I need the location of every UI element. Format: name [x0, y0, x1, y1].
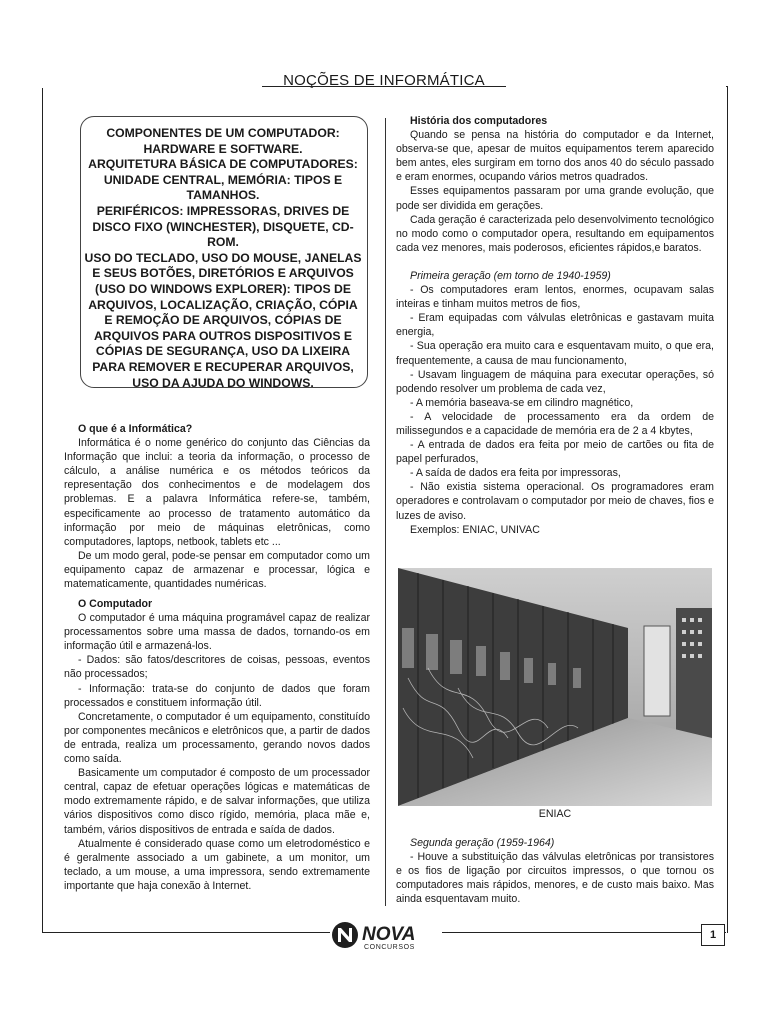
- topics-line: E SEUS BOTÕES, DIRETÓRIOS E ARQUIVOS: [92, 266, 354, 281]
- paragraph: De um modo geral, pode-se pensar em computador como um equipamento capaz de armazenar e processar, lógica e matematicamente, quantidades numéricas.: [64, 549, 370, 591]
- section-segunda-geracao: [396, 836, 714, 906]
- list-item: - A velocidade de processamento era da ordem de milissegundos e a capacidade de memória era de 2 a 4 kbytes,: [396, 410, 714, 437]
- topics-line: ARQUIVOS, LOCALIZAÇÃO, CRIAÇÃO, CÓPIA: [88, 297, 358, 312]
- paragraph: O computador é uma máquina programável capaz de realizar processamentos sobre uma massa de dados, tornando-os em informação útil e armazená-los.: [64, 612, 370, 653]
- page-header-title: NOÇÕES DE INFORMÁTICA: [283, 72, 485, 89]
- section-heading: O Computador: [78, 598, 153, 610]
- column-divider: [385, 118, 386, 906]
- eniac-photo: [398, 568, 712, 806]
- examples-line: Exemplos: ENIAC, UNIVAC: [410, 523, 540, 536]
- frame-gap: [42, 85, 262, 88]
- topics-line: PERIFÉRICOS: IMPRESSORAS, DRIVES DE: [96, 203, 350, 218]
- page-number: 1: [701, 924, 725, 946]
- topics-line: PARA REMOVER E RECUPERAR ARQUIVOS,: [92, 359, 354, 374]
- section-heading: História dos computadores: [410, 115, 548, 127]
- section-heading-italic: Segunda geração (1959-1964): [410, 837, 555, 849]
- topics-line: ARQUITETURA BÁSICA DE COMPUTADORES:: [88, 157, 358, 172]
- paragraph: - Dados: são fatos/descritores de coisas, pessoas, eventos não processados;: [64, 654, 370, 681]
- list-item: - Os computadores eram lentos, enormes, ocupavam salas inteiras e tinham muitos metros de fios,: [396, 284, 714, 311]
- nova-concursos-logo: [330, 918, 442, 952]
- paragraph: - Informação: trata-se do conjunto de dados que foram processados e constituem informação útil.: [64, 682, 370, 709]
- section-heading: O que é a Informática?: [78, 423, 193, 435]
- list-item: - Não existia sistema operacional. Os programadores eram operadores e controlavam o computador por meio de chaves, fios e luzes de aviso.: [396, 481, 714, 522]
- section-heading-italic: Primeira geração (em torno de 1940-1959): [410, 269, 611, 282]
- right-column: [396, 114, 714, 537]
- eniac-photo-illustration: [398, 568, 712, 806]
- paragraph: Concretamente, o computador é um equipamento, constituído por componentes mecânicos e eletrônicos que, a partir de dados de entrada, realiza um processamento, gerando novos dados como saída.: [64, 710, 370, 766]
- paragraph: Informática é o nome genérico do conjunto das Ciências da Informação que inclui: a teoria da informação, o processo de cálculo, a análise numérica e os métodos teóricos da representação dos conhecimentos e de modelagem dos problemas. E a palavra Informática refere-se, também, especificamente ao processo de tratamento automático da informação por meio de máquinas eletrônicas, como computadores, laptops, netbook, tablets etc ...: [64, 437, 370, 548]
- topics-line: USO DO TECLADO, USO DO MOUSE, JANELAS: [84, 250, 362, 265]
- topics-line: CÓPIAS DE SEGURANÇA, USO DA LIXEIRA: [95, 344, 351, 359]
- topics-box-text: [80, 126, 366, 391]
- paragraph: Basicamente um computador é composto de um processador central, capaz de efetuar operações lógicas e matemáticas de modo extremamente rápido, e de salvar informações, que utiliza vários dispositivos como disco rígido, memória, placa mãe e, também, vários dispositivos de entrada e saída de dados.: [64, 767, 370, 836]
- logo-subtext: CONCURSOS: [364, 944, 415, 951]
- logo-text: NOVA: [362, 924, 416, 945]
- paragraph: Esses equipamentos passaram por uma grande evolução, que pode ser dividida em gerações.: [396, 185, 714, 212]
- topics-line: COMPONENTES DE UM COMPUTADOR:: [106, 126, 340, 140]
- photo-caption: ENIAC: [538, 808, 572, 820]
- section-informatica: [64, 422, 370, 591]
- topics-line: DISCO FIXO (WINCHESTER), DISQUETE, CD-: [92, 219, 354, 234]
- topics-line: E REMOÇÃO DE ARQUIVOS, CÓPIAS DE: [104, 313, 342, 328]
- list-item: - Usavam linguagem de máquina para executar operações, só podendo resolver um problema de cada vez,: [396, 368, 714, 395]
- paragraph: Quando se pensa na história do computador e da Internet, observa-se que, apesar de muitos equipamentos terem aparecido bem antes, eles surgiram em torno dos anos 40 do século passado e eram enormes, ocupando vários metros quadrados.: [396, 129, 714, 184]
- frame-gap: [506, 85, 726, 88]
- paragraph: Atualmente é considerado quase como um eletrodoméstico e é geralmente associado a um gabinete, a um monitor, um teclado, a um mouse, a uma impressora, sendo extremamente importante que haja conexão à Internet.: [64, 837, 370, 892]
- topics-line: ROM.: [207, 235, 239, 250]
- topics-line: TAMANHOS.: [186, 188, 260, 203]
- topics-line: USO DA AJUDA DO WINDOWS.: [132, 375, 314, 390]
- paragraph: - Houve a substituição das válvulas eletrônicas por transistores e os fios de ligação por circuitos impressos, o que tornou os computadores mais rápidos, menores, e de custo mais baixo. Mas ainda esquentavam muito.: [396, 851, 714, 906]
- list-item: - A saída de dados era feita por impressoras,: [410, 467, 621, 480]
- list-item: - Sua operação era muito cara e esquentavam muito, o que era, frequentemente, a causa de mau funcionamento,: [396, 340, 714, 367]
- list-item: - A memória baseava-se em cilindro magnético,: [410, 396, 634, 409]
- list-item: - Eram equipadas com válvulas eletrônicas e gastavam muita energia,: [396, 312, 714, 339]
- topics-line: ARQUIVOS PARA OUTROS DISPOSITIVOS E: [93, 328, 352, 343]
- paragraph: Cada geração é caracterizada pelo desenvolvimento tecnológico no modo como o computador opera, resultando em equipamentos cada vez menores, mais poderosos, eficientes rápidos,e baratos.: [396, 213, 714, 254]
- list-item: - A entrada de dados era feita por meio de cartões ou fita de papel perfurados,: [396, 439, 714, 466]
- logo-mark: [330, 918, 442, 952]
- section-computador: [64, 597, 370, 893]
- topics-line: UNIDADE CENTRAL, MEMÓRIA: TIPOS E: [103, 172, 343, 187]
- topics-line: (USO DO WINDOWS EXPLORER): TIPOS DE: [95, 281, 351, 296]
- topics-line: HARDWARE E SOFTWARE.: [143, 141, 303, 156]
